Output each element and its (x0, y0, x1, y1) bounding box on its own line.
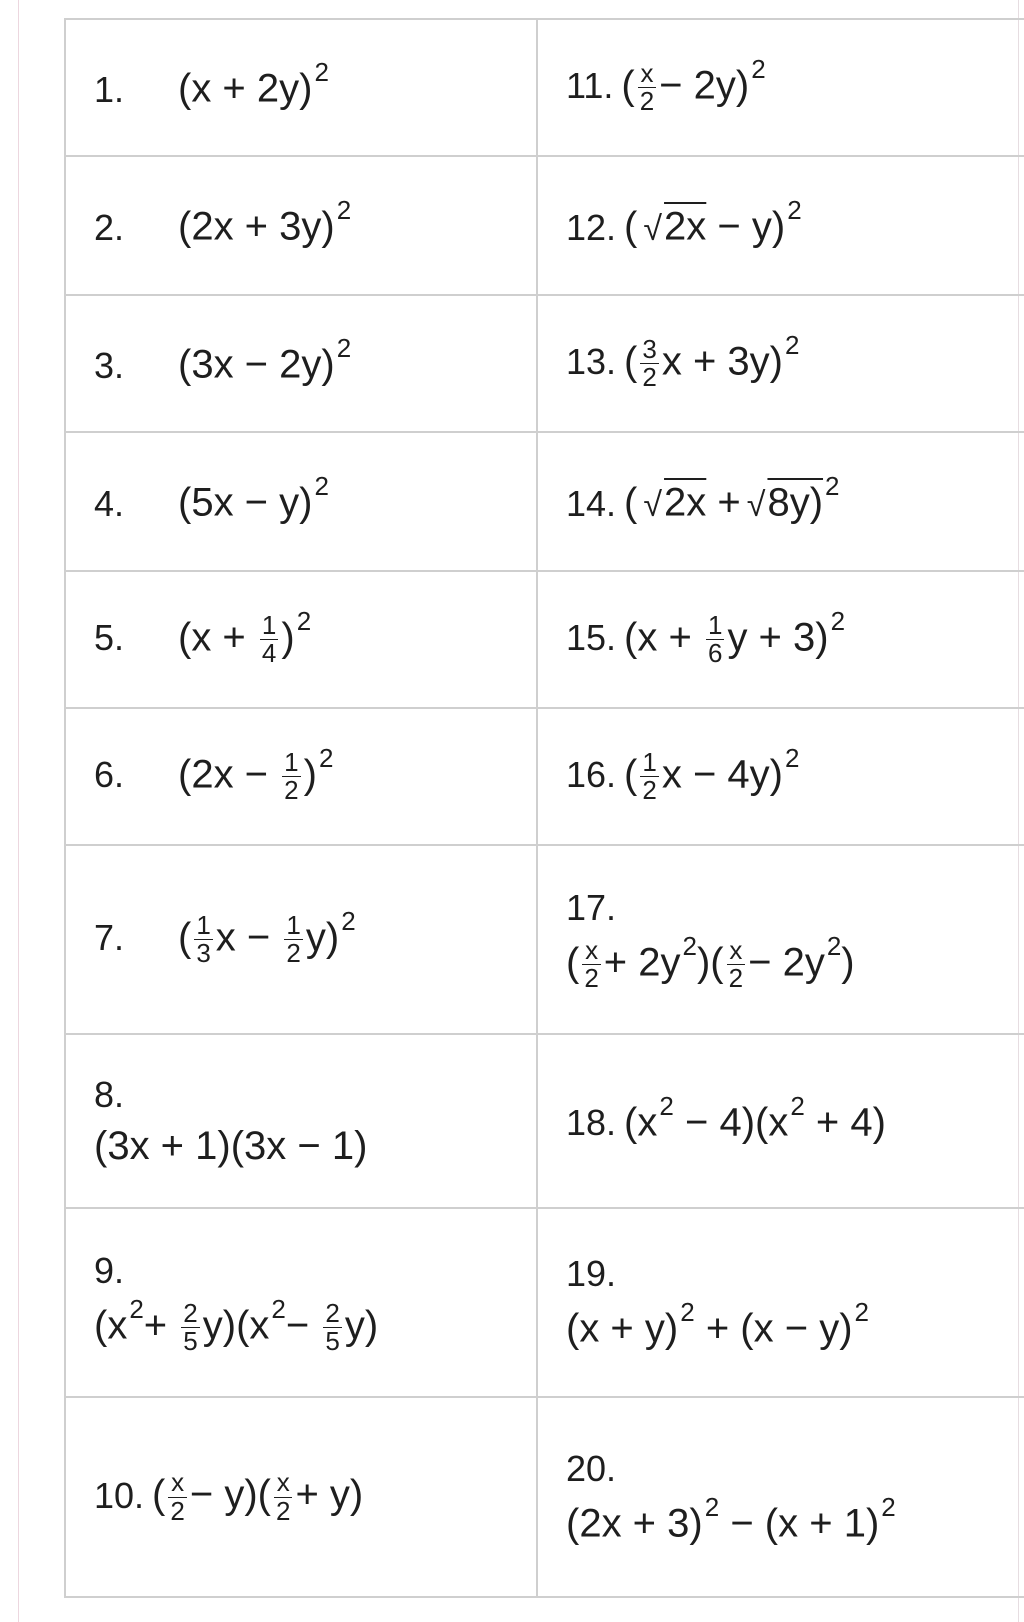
problem-number: 14. (566, 482, 617, 524)
problem-9 (65, 1208, 537, 1397)
expression: ( $\frac{1}{2}$ x − 4y)$^2$ (624, 742, 800, 805)
problem-3 (65, 295, 537, 432)
expression: $(x + 2y)^2$ (178, 57, 329, 111)
problem-5 (65, 571, 537, 708)
problem-18 (537, 1034, 1024, 1208)
expression: (2x − $\frac{1}{2}$ )$^2$ (178, 742, 334, 805)
problem-1 (65, 19, 537, 156)
left-page-edge (18, 0, 19, 1622)
table-row (65, 156, 1024, 295)
expression: $(5x - y)^2$ (178, 471, 329, 525)
table-row (65, 295, 1024, 432)
expression: $(3x - 2y)^2$ (178, 333, 352, 387)
expression: ( √2x + √8y)$^2$ (624, 471, 840, 525)
problem-20 (537, 1397, 1024, 1597)
expression: ( $\frac{3}{2}$ x + 3y)$^2$ (624, 329, 800, 392)
expression: ( $\frac{x}{2}$ − 2y)$^2$ (621, 53, 766, 116)
table-row (65, 708, 1024, 845)
problem-number: 12. (566, 206, 617, 248)
table-row (65, 1208, 1024, 1397)
problem-16 (537, 708, 1024, 845)
problem-14 (537, 432, 1024, 571)
sqrt-symbol: √ (643, 209, 663, 248)
problem-number: 1. (94, 68, 125, 110)
problem-12 (537, 156, 1024, 295)
problem-17 (537, 845, 1024, 1034)
expression: ( $\frac{1}{3}$ x − $\frac{1}{2}$ y)$^2$ (178, 905, 356, 968)
problem-11 (537, 19, 1024, 156)
problem-number: 10. (94, 1474, 145, 1516)
expression: $(2x + 3y)^2$ (178, 195, 352, 249)
problem-number: 4. (94, 482, 125, 524)
problem-2 (65, 156, 537, 295)
problem-19 (537, 1208, 1024, 1397)
problem-number: 7. (94, 917, 125, 959)
problem-7 (65, 845, 537, 1034)
problem-4 (65, 432, 537, 571)
expression: (3x + 1)(3x − 1) (94, 1123, 368, 1168)
expression: $(x + y)^2 + (x - y)^2$ (566, 1297, 869, 1351)
table-row (65, 19, 1024, 156)
problem-number: 19. (566, 1253, 617, 1295)
problem-number: 20. (566, 1447, 617, 1489)
table-row (65, 845, 1024, 1034)
problem-number: 6. (94, 754, 125, 796)
problem-number: 5. (94, 617, 125, 659)
problem-number: 3. (94, 344, 125, 386)
problem-number: 13. (566, 341, 617, 383)
problem-10 (65, 1397, 537, 1597)
problem-13 (537, 295, 1024, 432)
expression: $(x^2 - 4)(x^2 + 4)$ (624, 1090, 886, 1145)
expression: ( √2x − y)$^2$ (624, 195, 802, 249)
problem-number: 8. (94, 1073, 125, 1115)
expression: ($x^2+$ $\frac{2}{5}$ $y)(x^2-$ $\frac{2}{5}$ y) (94, 1293, 379, 1356)
expression: $(2x + 3)^2 - (x + 1)^2$ (566, 1491, 896, 1546)
problem-number: 2. (94, 206, 125, 248)
problem-15 (537, 571, 1024, 708)
problem-number: 11. (566, 65, 614, 107)
table-row (65, 571, 1024, 708)
sqrt-symbol: √ (643, 485, 663, 524)
sqrt-symbol: √ (746, 485, 766, 524)
exercise-table (64, 18, 1024, 1598)
expression: (x + $\frac{1}{6}$ y + 3)$^2$ (624, 605, 846, 668)
problem-number: 15. (566, 617, 617, 659)
problem-number: 9. (94, 1249, 125, 1291)
table-row (65, 1034, 1024, 1208)
problem-6 (65, 708, 537, 845)
problem-8 (65, 1034, 537, 1208)
problem-number: 18. (566, 1102, 617, 1144)
expression: ( $\frac{x}{2}$ − y)( $\frac{x}{2}$ + y) (152, 1467, 364, 1526)
problem-number: 16. (566, 754, 617, 796)
expression: (x + $\frac{1}{4}$ )$^2$ (178, 605, 312, 668)
table-row (65, 432, 1024, 571)
problem-number: 17. (566, 886, 617, 928)
expression: ( $\frac{x}{2}$ + $2y^2$)( $\frac{x}{2}$ − $2y^2$) (566, 930, 855, 993)
table-row (65, 1397, 1024, 1597)
